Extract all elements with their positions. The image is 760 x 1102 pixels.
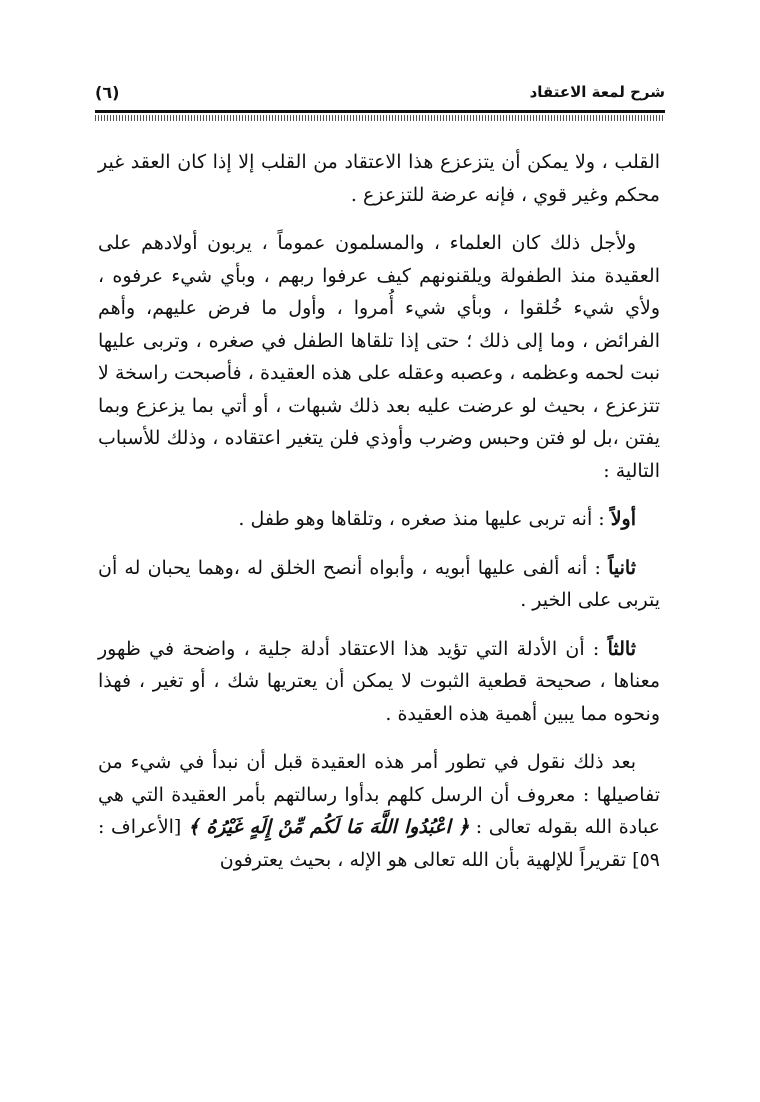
reason-label: أولاً bbox=[610, 508, 636, 530]
paragraph-text: ولأجل ذلك كان العلماء ، والمسلمون عموماً ، يربون أولادهم على العقيدة منذ الطفولة ويلقنونهم كيف عرفوا ربهم ، وبأي شيء عرفوه ، ولأي شيء خُلقوا ، وبأي شيء أُمروا ، وأول ما فرض عليهم، وأهم الفرائض ، وما إلى ذلك ؛ حتى إذا تلقاها الطفل في صغره ، وتربى عليها نبت لحمه وعظمه ، وعصبه وعقله على هذه العقيدة ، فأصبحت راسخة لا تتزعزع ، بحيث لو عرضت عليه بعد ذلك شبهات ، أو أتي بما يزعزع وبما يفتن ،بل لو فتن وحبس وضرب وأوذي فلن يتغير اعتقاده ، وذلك للأسباب التالية : bbox=[98, 232, 660, 482]
paragraph bbox=[98, 746, 660, 876]
header-rule-hatch bbox=[95, 115, 665, 121]
header-rule bbox=[95, 110, 665, 122]
reason-paragraph bbox=[98, 552, 660, 617]
paragraph-text: [الأعراف : ٥٩] تقريراً للإلهية بأن الله تعالى هو الإله ، بحيث يعترفون bbox=[98, 816, 660, 871]
quran-verse: ﴿ اعْبُدُوا اللَّهَ مَا لَكُم مِّنْ إِلَهٍ غَيْرُهُ ﴾ bbox=[187, 816, 470, 838]
body-text bbox=[98, 146, 660, 892]
reason-text: : أنه ألفى عليها أبويه ، وأبواه أنصح الخلق له ،وهما يحبان له أن يتربى على الخير . bbox=[98, 556, 660, 611]
reason-text: : أنه تربى عليها منذ صغره ، وتلقاها وهو طفل . bbox=[238, 508, 611, 530]
running-header bbox=[95, 78, 665, 106]
reason-label: ثانياً bbox=[608, 556, 636, 579]
reason-text: : أن الأدلة التي تؤيد هذا الاعتقاد أدلة جلية ، واضحة في ظهور معناها ، صحيحة قطعية الثبوت لا يمكن أن يعتريها شك ، أو تغير ، فهذا ونحوه مما يبين أهمية هذه العقيدة . bbox=[98, 637, 660, 725]
reason-label: ثالثاً bbox=[607, 637, 636, 660]
paragraph bbox=[98, 146, 660, 211]
reason-paragraph bbox=[98, 633, 660, 731]
page-number: (٦) bbox=[95, 82, 120, 102]
paragraph bbox=[98, 227, 660, 487]
reason-paragraph bbox=[98, 503, 660, 536]
paragraph-text: بعد ذلك نقول في تطور أمر هذه العقيدة قبل أن نبدأ في شيء من تفاصيلها : معروف أن الرسل كلهم بدأوا رسالتهم بأمر العقيدة التي هي عبادة الله بقوله تعالى : bbox=[98, 751, 660, 838]
header-rule-line bbox=[95, 110, 665, 113]
book-title: شرح لمعة الاعتقاد bbox=[529, 83, 665, 101]
paragraph-text: القلب ، ولا يمكن أن يتزعزع هذا الاعتقاد من القلب إلا إذا كان العقد غير محكم وغير قوي ، فإنه عرضة للتزعزع . bbox=[98, 151, 660, 206]
